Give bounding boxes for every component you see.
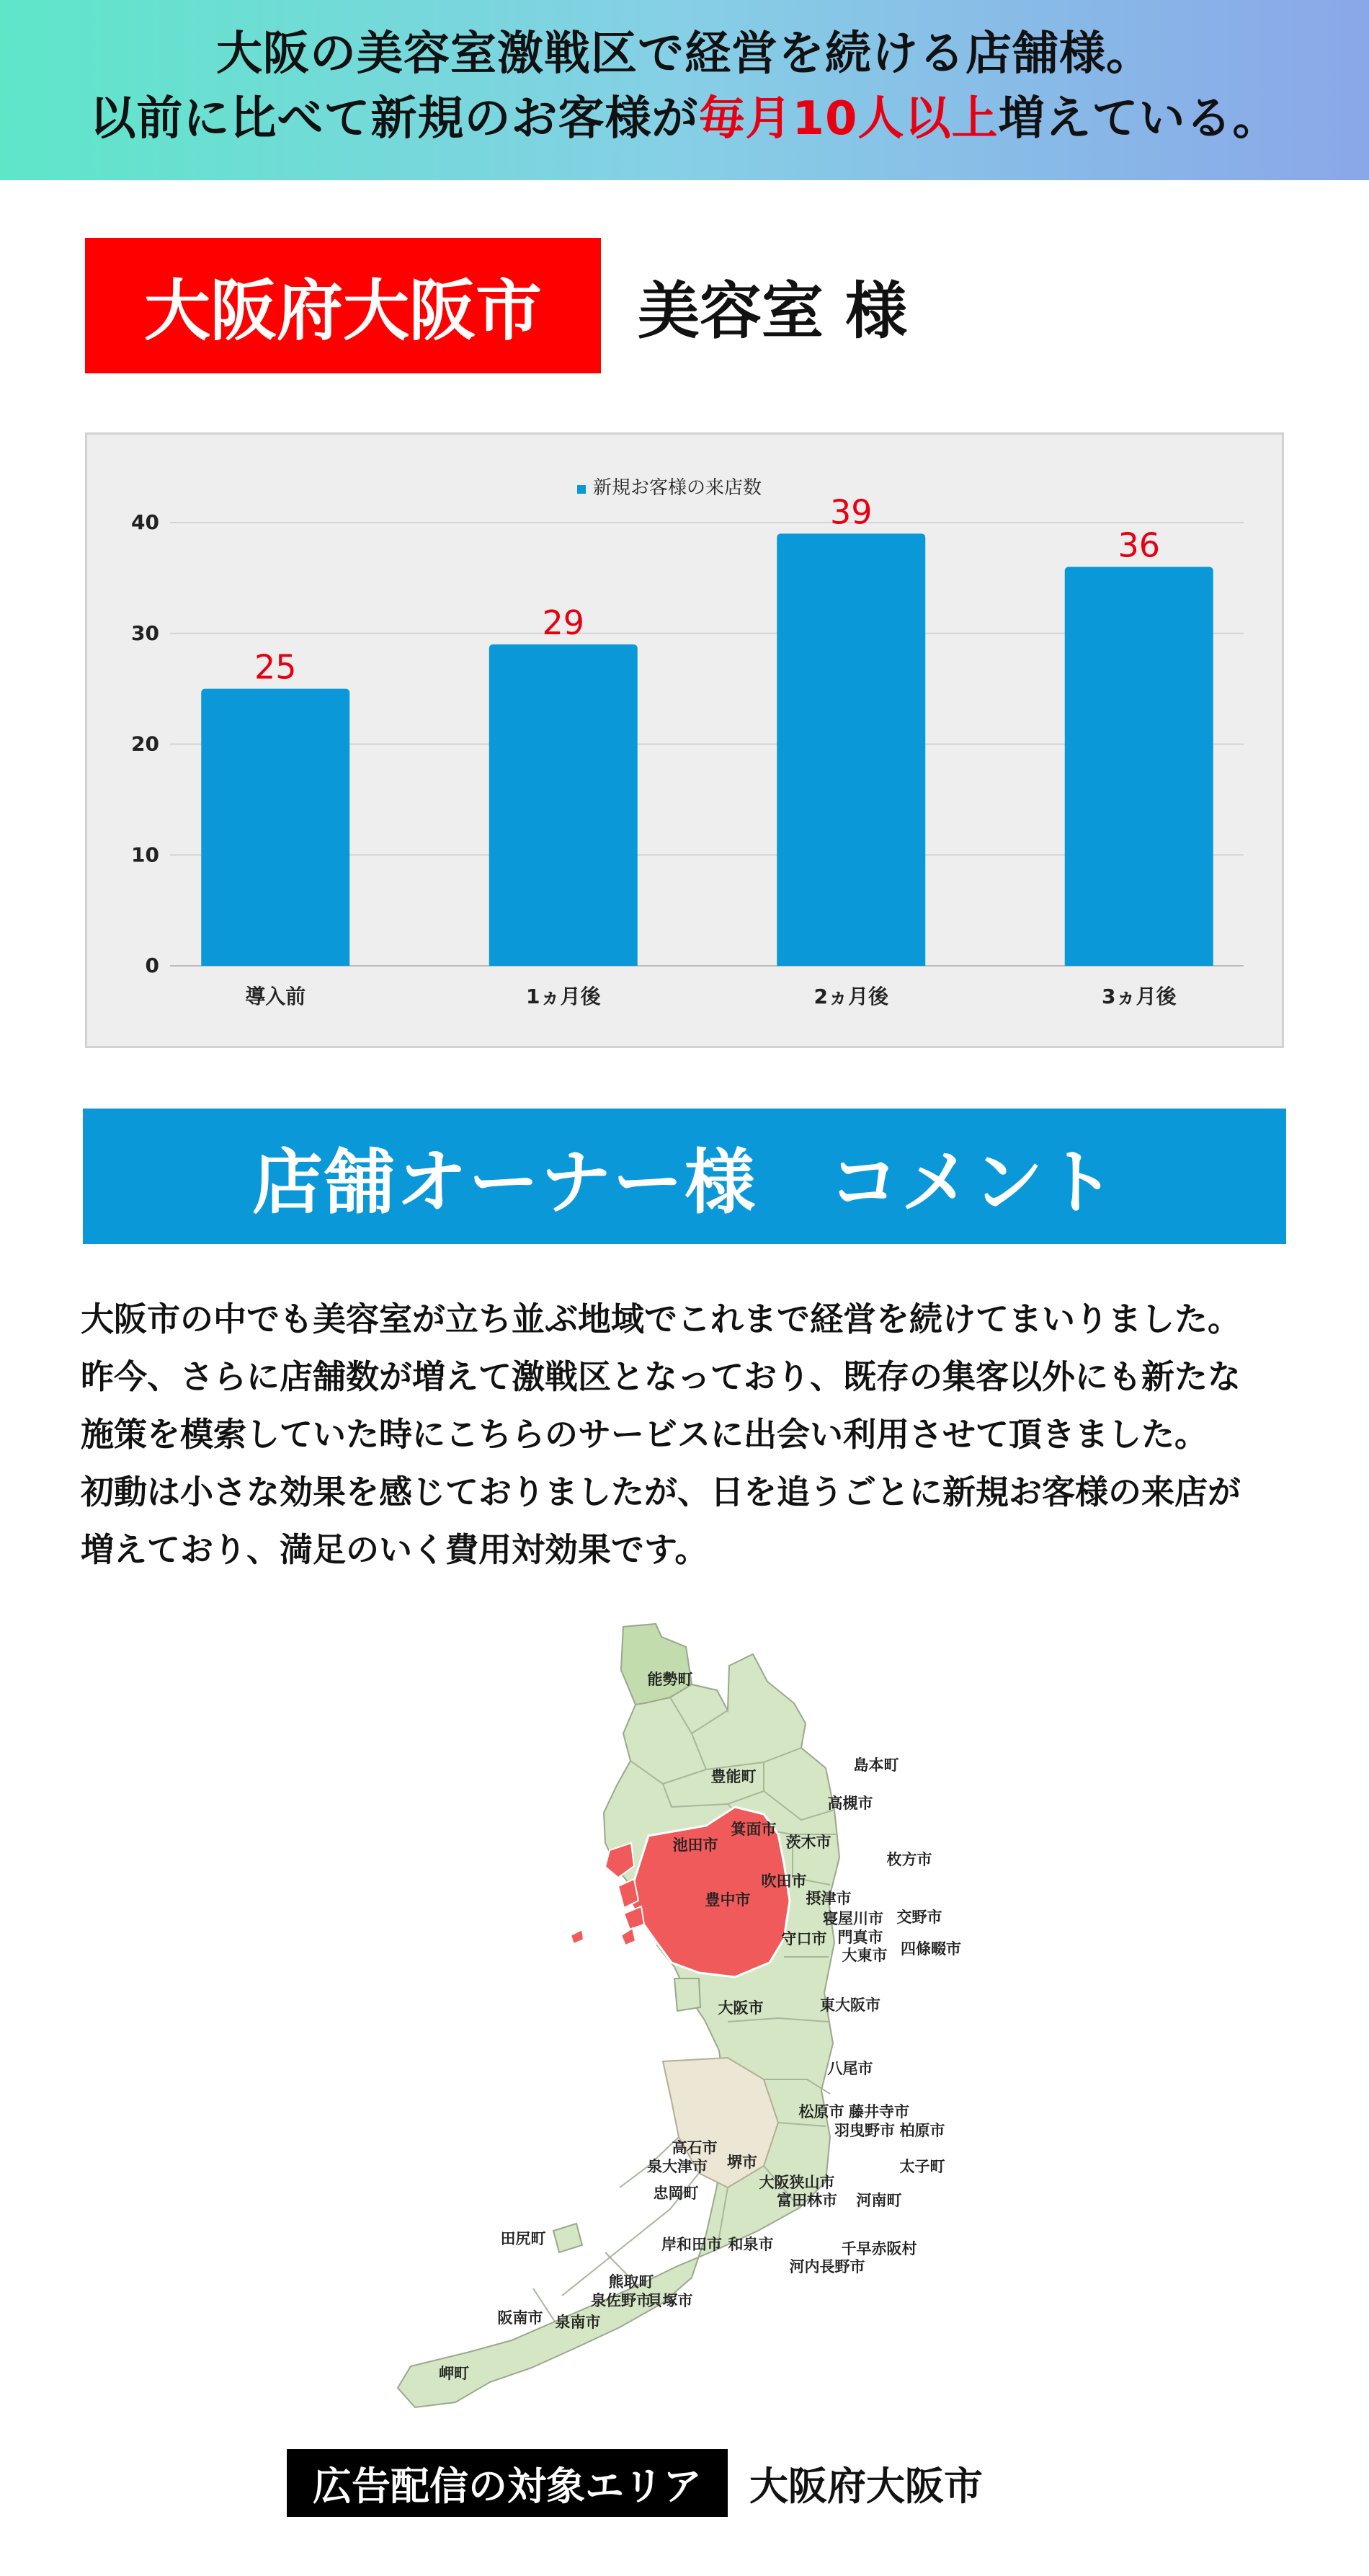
map-label: 高槻市 [827, 1795, 873, 1812]
map-tajiri-peninsula [553, 2224, 582, 2252]
chart-y-tick-label: 30 [131, 621, 159, 645]
chart-y-tick-label: 20 [131, 732, 159, 756]
map-label: 八尾市 [827, 2060, 873, 2077]
map-label: 堺市 [727, 2154, 757, 2171]
map-osaka-bay-island [624, 1906, 644, 1929]
map-svg [389, 1618, 980, 2418]
chart-legend-swatch [577, 485, 586, 494]
map-label: 豊能町 [710, 1768, 757, 1785]
map-label: 大東市 [842, 1947, 888, 1964]
map-label: 門真市 [837, 1929, 883, 1946]
map-label: 和泉市 [728, 2236, 774, 2253]
map-label: 東大阪市 [820, 1997, 880, 2014]
map-label: 交野市 [896, 1909, 942, 1926]
map-label: 忠岡町 [653, 2185, 699, 2202]
comment-header: 店舗オーナー様 コメント [83, 1109, 1286, 1244]
chart-bar [489, 644, 638, 966]
map-label: 四條畷市 [901, 1940, 961, 1958]
map-label: 熊取町 [608, 2273, 654, 2291]
map-label: 岬町 [439, 2365, 469, 2382]
map-label: 太子町 [899, 2158, 945, 2175]
map-coast-island [674, 1978, 700, 2011]
chart-bar [201, 689, 349, 966]
map-label: 柏原市 [899, 2122, 945, 2139]
chart-category-label: 3ヵ月後 [1102, 985, 1177, 1008]
map-label: 貝塚市 [647, 2292, 693, 2309]
hero-line2-prefix: 以前に比べて新規のお客様が [89, 92, 699, 146]
map-label: 摂津市 [806, 1890, 852, 1907]
map-label: 岸和田市 [661, 2236, 722, 2253]
map-label: 箕面市 [731, 1821, 777, 1838]
map-osaka-bay-island [571, 1929, 584, 1944]
hero-headline-line1: 大阪の美容室激戦区で経営を続ける店舗様。 [216, 27, 1153, 81]
location-badge: 大阪府大阪市 [85, 238, 601, 373]
comment-line: 初動は小さな効果を感じておりましたが、日を追うごとに新規お客様の来店が [81, 1473, 1241, 1511]
chart-bar [777, 533, 925, 966]
map-label: 枚方市 [886, 1851, 932, 1868]
map-label: 藤井寺市 [849, 2103, 909, 2120]
hero-line2-highlight: 毎月10人以上 [698, 92, 999, 146]
map-label: 河南町 [856, 2192, 902, 2209]
chart-data-label: 36 [1118, 525, 1161, 565]
map-label: 田尻町 [500, 2230, 546, 2247]
comment-line: 大阪市の中でも美容室が立ち並ぶ地域でこれまで経営を続けてまいりました。 [81, 1300, 1241, 1338]
bar-chart-svg [87, 435, 1282, 1046]
map-label: 寝屋川市 [823, 1910, 883, 1927]
hero-banner [0, 0, 1369, 180]
map-label: 茨木市 [785, 1834, 831, 1851]
comment-body [81, 1290, 1306, 1578]
target-area-label: 広告配信の対象エリア [287, 2449, 728, 2517]
chart-data-label: 39 [829, 492, 873, 532]
comment-line: 昨今、さらに店舗数が増えて激戦区となっており、既存の集客以外にも新たな [81, 1357, 1241, 1396]
chart-y-tick-label: 40 [131, 510, 159, 534]
comment-line: 施策を模索していた時にこちらのサービスに出会い利用させて頂きました。 [81, 1415, 1208, 1454]
hero-line2-suffix: 増えている。 [998, 92, 1280, 146]
map-label: 松原市 [798, 2103, 844, 2120]
target-area-value: 大阪府大阪市 [749, 2463, 983, 2509]
chart-data-label: 25 [254, 647, 297, 687]
hero-headline-line2 [0, 86, 1369, 151]
chart-legend-label: 新規お客様の来店数 [593, 477, 762, 499]
chart-category-label: 1ヵ月後 [526, 985, 601, 1008]
business-name: 美容室 様 [638, 275, 907, 347]
chart-category-label: 導入前 [245, 985, 306, 1008]
map-label: 池田市 [672, 1836, 718, 1854]
map-label: 羽曳野市 [834, 2122, 895, 2139]
chart-data-label: 29 [542, 603, 585, 643]
map-label: 高石市 [672, 2139, 718, 2157]
osaka-prefecture-map [389, 1618, 980, 2418]
map-label: 阪南市 [497, 2309, 543, 2327]
chart-y-tick-label: 0 [145, 954, 159, 977]
map-label: 吹田市 [761, 1873, 807, 1890]
chart-bar [1065, 567, 1213, 967]
map-label: 河内長野市 [789, 2258, 865, 2275]
comment-line: 増えており、満足のいく費用対効果です。 [81, 1530, 708, 1569]
map-label: 泉南市 [555, 2314, 601, 2331]
chart-y-tick-label: 10 [131, 843, 159, 867]
map-label-osaka: 大阪市 [718, 1999, 764, 2017]
map-label: 大阪狭山市 [759, 2174, 835, 2191]
map-label: 富田林市 [777, 2192, 837, 2209]
map-label: 泉佐野市 [591, 2292, 651, 2309]
map-label: 島本町 [853, 1756, 899, 1774]
map-label: 千早赤阪村 [841, 2240, 917, 2257]
map-label: 豊中市 [705, 1891, 751, 1909]
map-label: 能勢町 [647, 1671, 693, 1688]
map-osaka-bay-island [621, 1928, 636, 1945]
map-label: 泉大津市 [647, 2158, 708, 2175]
bar-chart [85, 432, 1284, 1048]
chart-category-label: 2ヵ月後 [813, 985, 888, 1008]
map-label: 守口市 [781, 1930, 827, 1947]
